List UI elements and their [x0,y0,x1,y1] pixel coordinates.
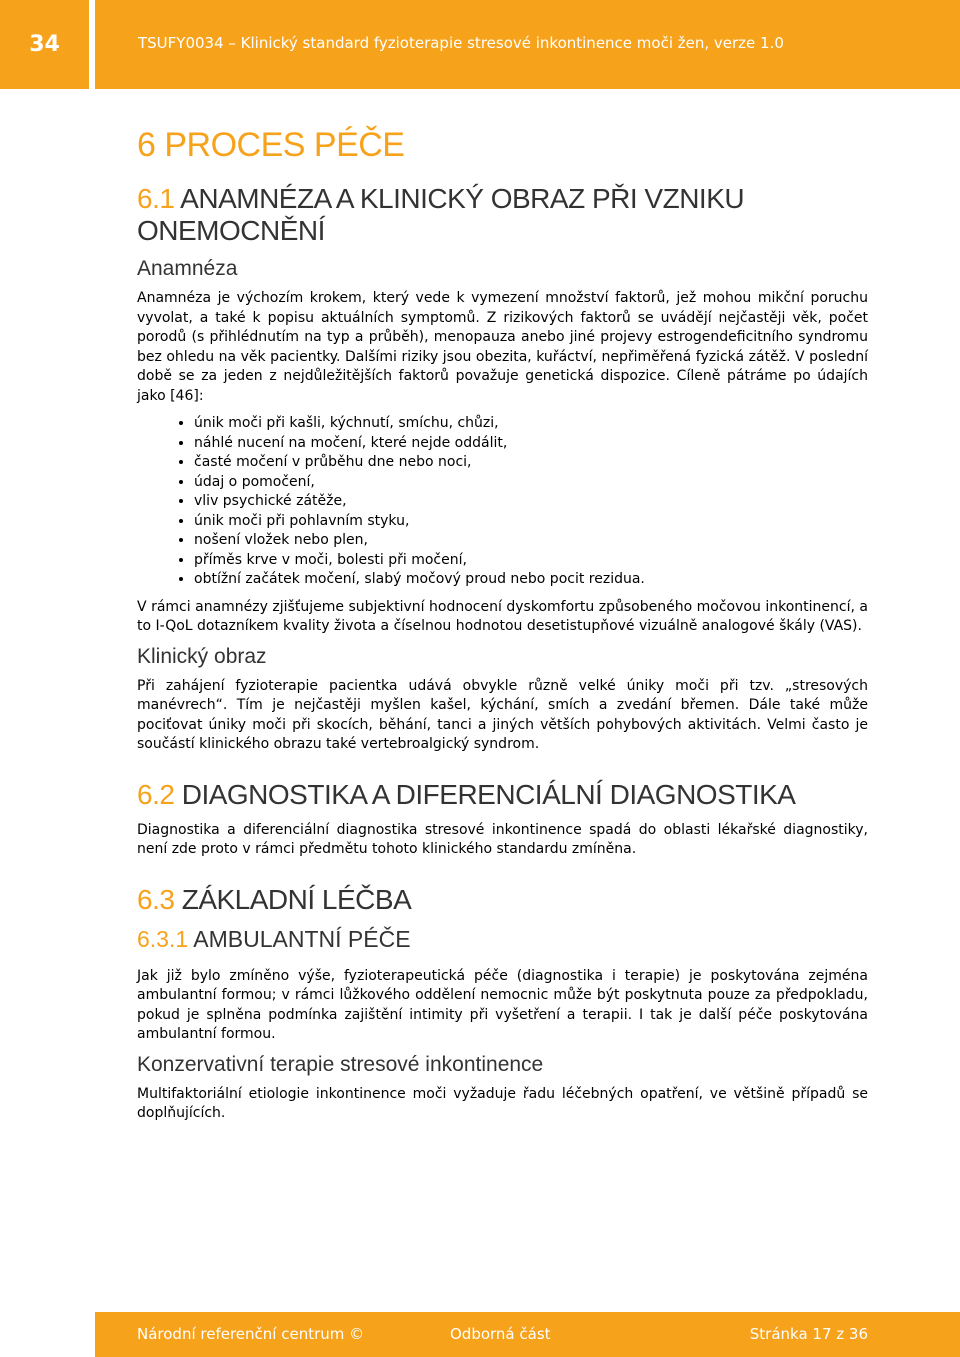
section-title: ZÁKLADNÍ LÉČBA [181,883,412,915]
list-item: • údaj o pomočení, [194,473,868,493]
list-item: • časté močení v průběhu dne nebo noci, [194,453,868,473]
section-heading-6-1 [137,183,868,247]
footer-page-info: Stránka 17 z 36 [749,1325,868,1343]
paragraph: Anamnéza je výchozím krokem, který vede k vymezení množství faktorů, jež mohou mikční poruchu vyvolat, a také k popisu aktuálních symptomů. Z rizikových faktorů se uvádějí nejčastěji věk, počet porodů (s přihlédnutím na typ a průběh), menopauza anebo jiné projevy estrogendeficitního syndromu bez ohledu na věk pacientky. Dalšími riziky jsou obezita, kuřáctví, nepřiměřená fyzická zátěž. V poslední době se za jeden z nejdůležitějších faktorů považuje genetická dispozice. Cíleně pátráme po údajích jako [46]: [137,290,868,404]
footer-left: Národní referenční centrum © [137,1325,365,1343]
subsection-title: AMBULANTNÍ PÉČE [193,925,411,952]
section-heading-6-2 [137,779,868,811]
paragraph: Při zahájení fyzioterapie pacientka udává obvykle různě velké úniky moči při tzv. „stresových manévrech“. Tím je nejčastěji myšlen kašel, kýchání, smích a zvedání břemen. Dále také může pociťovat úniky moči při skocích, běhání, tanci a jiných větších pohybových aktivitách. Velmi často je součástí klinického obrazu také vertebroalgický syndrom. [137,677,868,752]
subsection-number: 6.3.1 [137,925,189,952]
header-bar [0,0,960,89]
subheading-klinicky-obraz: Klinický obraz [137,644,267,668]
list-item: • únik moči při pohlavním styku, [194,512,868,532]
section-number: 6.1 [137,183,175,214]
subheading-konzervativni-terapie: Konzervativní terapie stresové inkontinence [137,1052,544,1076]
subsection-heading-6-3-1 [137,926,868,953]
footer-center: Odborná část [450,1325,551,1343]
document-title: TSUFY0034 – Klinický standard fyzioterapie stresové inkontinence moči žen, verze 1.0 [138,34,784,52]
page-content [137,126,868,1132]
symptom-list [137,414,868,590]
paragraph: V rámci anamnézy zjišťujeme subjektivní hodnocení dyskomfortu způsobeného močovou inkontinencí, a to I-QoL dotazníkem kvality života a číselnou hodnotou desetistupňové vizuálně analogové škály (VAS). [137,598,868,634]
page-number: 34 [29,32,60,57]
chapter-heading: 6 PROCES PÉČE [137,126,405,164]
paragraph: Multifaktoriální etiologie inkontinence moči vyžaduje řadu léčebných opatření, ve většině případů se doplňujících. [137,1085,868,1121]
list-item: • vliv psychické zátěže, [194,492,868,512]
section-heading-6-3 [137,884,868,916]
paragraph: Jak již bylo zmíněno výše, fyzioterapeutická péče (diagnostika i terapie) je poskytována zejména ambulantní formou; v rámci lůžkového oddělení nemocnic může být poskytnuta pouze za předpokladu, pokud je splněna podmínka zajištění intimity při vyšetření a terapii. I tak je další péče poskytována ambulantní formou. [137,967,868,1042]
section-number: 6.3 [137,883,175,915]
section-title: ANAMNÉZA A KLINICKÝ OBRAZ PŘI VZNIKU ONEMOCNĚNÍ [137,183,745,246]
footer-bar [95,1312,960,1357]
list-item: • příměs krve v moči, bolesti při močení, [194,551,868,571]
paragraph: Diagnostika a diferenciální diagnostika stresové inkontinence spadá do oblasti lékařské diagnostiky, není zde proto v rámci předmětu tohoto klinického standardu zmíněna. [137,821,868,857]
list-item: • únik moči při kašli, kýchnutí, smíchu, chůzi, [194,414,868,434]
section-number: 6.2 [137,778,175,810]
subheading-anamneza: Anamnéza [137,257,238,280]
list-item: • obtížní začátek močení, slabý močový proud nebo pocit rezidua. [194,570,868,590]
page-number-badge [0,0,89,89]
section-title: DIAGNOSTIKA A DIFERENCIÁLNÍ DIAGNOSTIKA [181,778,796,810]
list-item: • náhlé nucení na močení, které nejde oddálit, [194,434,868,454]
list-item: • nošení vložek nebo plen, [194,531,868,551]
